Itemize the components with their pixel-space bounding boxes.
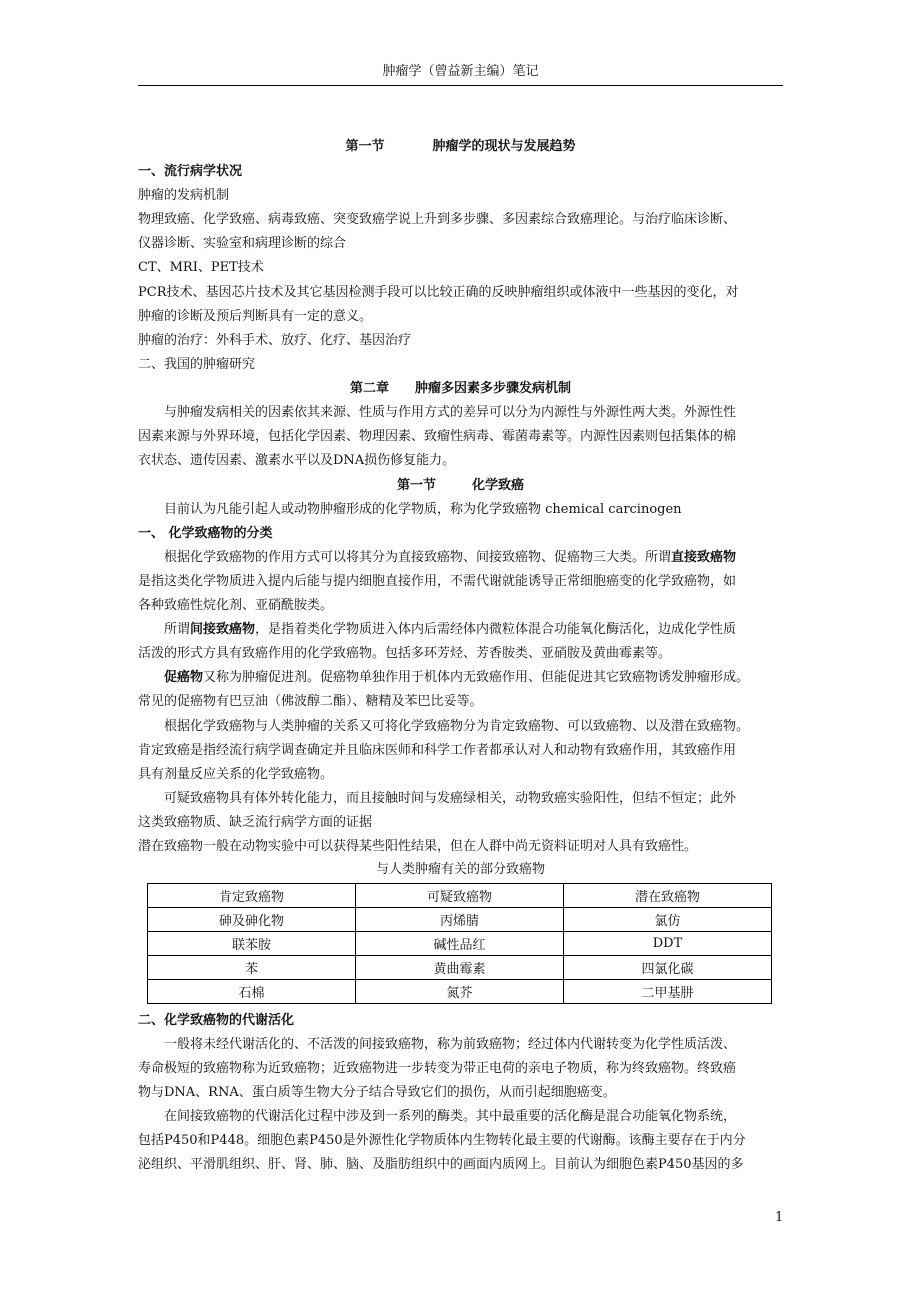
text-line: CT、MRI、PET技术	[138, 260, 264, 275]
section-number: 第一节	[396, 478, 436, 493]
text-line: 仪器诊断、实验室和病理诊断的综合	[138, 236, 347, 251]
heading-epidemiology: 一、流行病学状况	[138, 164, 243, 179]
paragraph-line: 泌组织、平滑肌组织、肝、肾、肺、脑、及脂肪组织中的画面内质网上。目前认为细胞色素P450基因的多	[138, 1157, 744, 1172]
paragraph-text: ，是指着类化学物质进入体内后需经体内微粒体混合功能氧化酶活化，边成化学性质	[255, 622, 737, 637]
paragraph-line	[138, 669, 783, 687]
chapter-name: 肿瘤多因素多步骤发病机制	[415, 381, 572, 396]
text-line: 肿瘤的诊断及预后判断具有一定的意义。	[138, 309, 373, 324]
section-name: 化学致癌	[472, 478, 525, 493]
paragraph-text: 根据化学致癌物的作用方式可以将其分为直接致癌物、间接致癌物、促癌物三大类。所谓	[164, 550, 672, 565]
table-cell: 砷及砷化物	[148, 908, 356, 932]
term-promoter: 促癌物	[164, 670, 204, 685]
table-cell: DDT	[564, 932, 772, 956]
text-line: 物理致癌、化学致癌、病毒致癌、突变致癌学说上升到多步骤、多因素综合致癌理论。与治疗临床诊断、	[138, 212, 737, 227]
table-cell: 二甲基肼	[564, 980, 772, 1004]
text-line: 肿瘤的发病机制	[138, 188, 230, 203]
paragraph-line: 潜在致癌物一般在动物实验中可以获得某些阳性结果，但在人群中尚无资料证明对人具有致癌性。	[138, 839, 698, 854]
table-cell: 石棉	[148, 980, 356, 1004]
section-title	[138, 138, 783, 156]
paragraph-line: 一般将未经代谢活化的、不活泼的间接致癌物，称为前致癌物；经过体内代谢转变为化学性质活泼、	[164, 1037, 737, 1052]
page-number: 1	[775, 1210, 784, 1225]
paragraph-line: 这类致癌物质、缺乏流行病学方面的证据	[138, 815, 373, 830]
paragraph-line	[138, 549, 783, 567]
table-cell: 碱性品红	[356, 932, 564, 956]
table-row	[148, 980, 772, 1004]
table-cell: 黄曲霉素	[356, 956, 564, 980]
text-line: 肿瘤的治疗：外科手术、放疗、化疗、基因治疗	[138, 333, 412, 348]
paragraph-line: 在间接致癌物的代谢活化过程中涉及到一系列的酶类。其中最重要的活化酶是混合功能氧化物系统，	[164, 1109, 737, 1124]
paragraph-line: 肯定致癌是指经流行病学调查确定并且临床医师和科学工作者都承认对人和动物有致癌作用，其致癌作用	[138, 743, 737, 758]
carcinogen-table	[147, 883, 772, 1004]
paragraph-text: 又称为肿瘤促进剂。促癌物单独作用于机体内无致癌作用、但能促进其它致癌物诱发肿瘤形成。	[203, 670, 750, 685]
table-row	[148, 908, 772, 932]
table-header-cell: 潜在致癌物	[564, 884, 772, 908]
paragraph-line: 可疑致癌物具有体外转化能力，而且接触时间与发癌绿相关，动物致癌实验阳性，但结不恒定；此外	[164, 791, 737, 806]
table-cell: 联苯胺	[148, 932, 356, 956]
heading-china-research: 二、我国的肿瘤研究	[138, 357, 256, 372]
table-caption: 与人类肿瘤有关的部分致癌物	[375, 862, 545, 877]
page-header: 肿瘤学（曾益新主编）笔记	[382, 64, 539, 79]
table-cell: 丙烯腈	[356, 908, 564, 932]
paragraph-line: 衣状态、遗传因素、激素水平以及DNA损伤修复能力。	[138, 453, 456, 468]
table-header-cell: 肯定致癌物	[148, 884, 356, 908]
table-header-cell: 可疑致癌物	[356, 884, 564, 908]
section-title	[138, 477, 783, 495]
paragraph-line: 因素来源与外界环境，包括化学因素、物理因素、致瘤性病毒、霉菌毒素等。内源性因素则包括集体的棉	[138, 429, 737, 444]
table-row	[148, 932, 772, 956]
term-direct-carcinogen: 直接致癌物	[671, 550, 737, 565]
paragraph-line: 目前认为凡能引起人或动物肿瘤形成的化学物质，称为化学致癌物 chemical carcinogen	[164, 502, 682, 517]
paragraph-line: 寿命极短的致癌物称为近致癌物；近致癌物进一步转变为带正电荷的亲电子物质，称为终致癌物。终致癌	[138, 1061, 737, 1076]
table-cell: 氮芥	[356, 980, 564, 1004]
paragraph-line: 物与DNA、RNA、蛋白质等生物大分子结合导致它们的损伤，从而引起细胞癌变。	[138, 1085, 616, 1100]
table-cell: 苯	[148, 956, 356, 980]
paragraph-line: 常见的促癌物有巴豆油（佛波醇二酯）、糖精及苯巴比妥等。	[138, 694, 483, 709]
paragraph-text: 所谓	[164, 622, 191, 637]
paragraph-line: 具有剂量反应关系的化学致癌物。	[138, 767, 334, 782]
paragraph-line: 是指这类化学物质进入提内后能与提内细胞直接作用，不需代谢就能诱导正常细胞癌变的化学致癌物，如	[138, 574, 737, 589]
text-line: PCR技术、基因芯片技术及其它基因检测手段可以比较正确的反映肿瘤组织或体液中一些基因的变化，对	[138, 285, 739, 300]
chapter-number: 第二章	[349, 381, 389, 396]
chapter-title	[138, 380, 783, 398]
header-rule	[138, 85, 783, 86]
table-row	[148, 956, 772, 980]
term-indirect-carcinogen: 间接致癌物	[190, 622, 256, 637]
paragraph-line: 与肿瘤发病相关的因素依其来源、性质与作用方式的差异可以分为内源性与外源性两大类。外源性性	[164, 405, 737, 420]
heading-metabolic-activation: 二、化学致癌物的代谢活化	[138, 1013, 295, 1028]
paragraph-line: 根据化学致癌物与人类肿瘤的关系又可将化学致癌物分为肯定致癌物、可以致癌物、以及潜在致癌物。	[164, 719, 750, 734]
paragraph-line	[138, 621, 783, 639]
table-cell: 四氯化碳	[564, 956, 772, 980]
paragraph-line: 包括P450和P448。细胞色素P450是外源性化学物质体内生物转化最主要的代谢酶。该酶主要存在于内分	[138, 1133, 746, 1148]
section-name: 肿瘤学的现状与发展趋势	[432, 139, 576, 154]
section-number: 第一节	[345, 139, 385, 154]
paragraph-line: 各种致癌性烷化剂、亚硝酰胺类。	[138, 598, 334, 613]
table-header-row	[148, 884, 772, 908]
heading-classification: 一、 化学致癌物的分类	[138, 526, 273, 541]
table-cell: 氯仿	[564, 908, 772, 932]
paragraph-line: 活泼的形式方具有致癌作用的化学致癌物。包括多环芳烃、芳香胺类、亚硝胺及黄曲霉素等。	[138, 646, 672, 661]
